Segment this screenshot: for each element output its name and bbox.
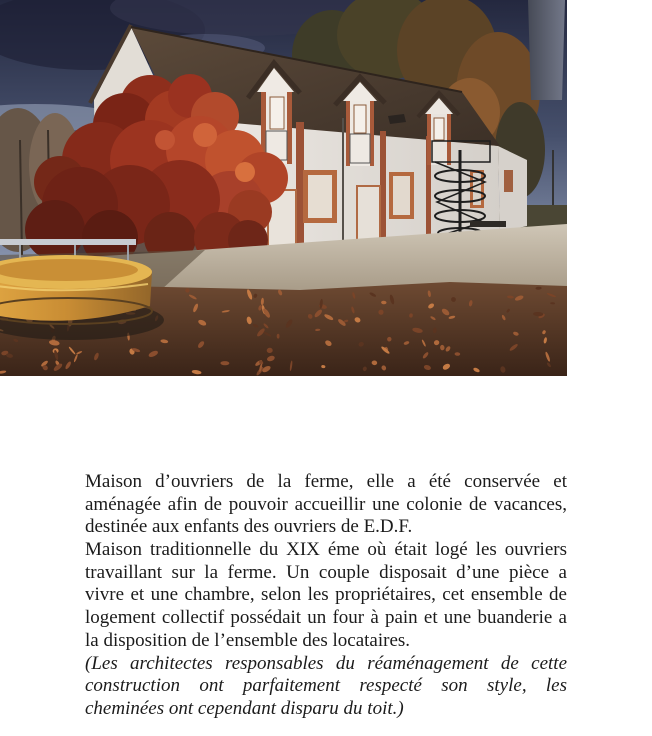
dormer-brick (287, 90, 292, 164)
text-line: Maison traditionnelle du XIX éme où était logé les ouvriers (85, 539, 567, 561)
text-line: construction ont parfaitement respecté son style, les (85, 675, 567, 697)
door (357, 186, 380, 243)
text-line: destinée aux enfants des ouvriers de E.D.F. (85, 516, 413, 538)
dormer-brick (447, 113, 451, 165)
paragraph (85, 539, 567, 652)
dormer-window (434, 118, 444, 140)
text-line: (Les architectes responsables du réaménagement de cette (85, 652, 567, 674)
window (308, 175, 332, 218)
window (504, 170, 513, 192)
dormer-window (354, 105, 366, 133)
tower (528, 0, 565, 100)
text-line: Maison d’ouvriers de la ferme, elle a été conservée et (85, 471, 567, 492)
paragraph (85, 471, 567, 539)
foliage-highlight (193, 123, 217, 147)
basin-inner (0, 259, 138, 281)
fountain-basin (0, 255, 164, 340)
text-line: la disposition de l’ensemble des locataires. (85, 629, 411, 651)
text-line: cheminées ont cependant disparu du toit.) (85, 697, 404, 719)
caption-text (85, 471, 567, 721)
building-photo (0, 0, 567, 376)
window (393, 176, 410, 215)
bench (470, 221, 506, 227)
dormer-brick (346, 100, 350, 166)
dormer-window (270, 97, 284, 129)
text-line: vivre et une chambre, selon les propriétaires, cet ensemble de (85, 584, 567, 606)
railing-bar (0, 239, 136, 245)
text-line: travaillant sur la ferme. Un couple disposait d’une pièce a (85, 561, 567, 583)
dormer-brick (370, 100, 374, 166)
foliage-highlight (155, 130, 175, 150)
dormer-brick (427, 113, 431, 165)
brick-pilaster (296, 122, 304, 250)
foliage-highlight (235, 162, 255, 182)
italic-note (85, 653, 567, 721)
text-line: logement collectif possédait un four à pain et une buanderie a (85, 607, 567, 629)
text-line: aménagée afin de pouvoir accueillir une colonie de vacances, (85, 493, 567, 515)
